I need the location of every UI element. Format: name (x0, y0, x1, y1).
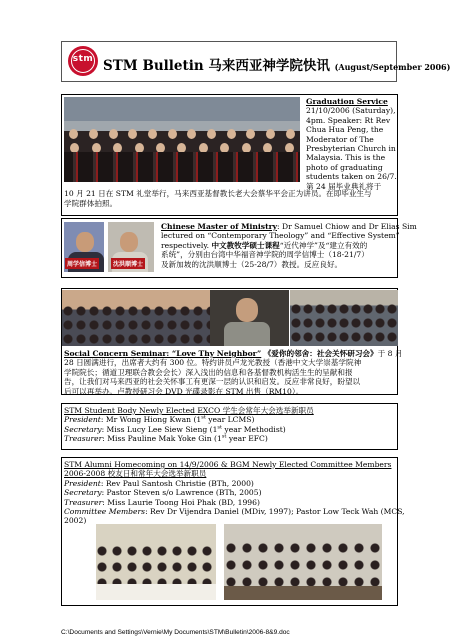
alumni-name: : Pastor Steven s/o Lawrence (BTh, 2005) (101, 488, 262, 498)
graduation-line: Presbyterian Church in (306, 144, 396, 154)
graduation-line: 21/10/2006 (Saturday), (306, 106, 396, 116)
exco-detail: year LCMS) (205, 415, 255, 425)
exco-detail: year EFC) (226, 434, 268, 444)
alumni-heading-2: 2006-2008 校友日和常年大会选举新职员 (64, 469, 207, 479)
graduation-line: students taken on 26/7. (306, 172, 397, 182)
photo-caption: 周学信博士 (65, 258, 99, 269)
ministry-line: : Dr Samuel Chiow and Dr Elias Sim (277, 222, 417, 231)
social-heading-cn: 《爱你的邻舍：社会关怀研习会》 (263, 349, 378, 358)
alumni-name: : Rev Paul Santosh Christie (BTh, 2000) (100, 478, 254, 488)
alumni-role: Treasurer (64, 497, 103, 507)
social-line: 学院院长；循道卫理联合教会会长）深入浅出的信息和各基督教机构活生生的呈献和报 (64, 367, 353, 377)
social-heading: Social Concern Seminar: “Love Thy Neighbor” (64, 349, 262, 358)
social-line: 28 日圆满进行，出席者大约有 300 位。特约讲员卢龙光教授（香港中文大学崇基学院神 (64, 358, 362, 368)
graduation-full-line: 学院群体拍照。 (64, 199, 118, 208)
graduation-full-line: 10 月 21 日在 STM 礼堂举行，马来西亚基督教长老大会蔡华平会正为讲员。在即毕业生与 (64, 189, 372, 198)
ministry-course-name: 中文教牧学硕士课程 (211, 240, 280, 250)
exco-role: Secretary (64, 424, 102, 434)
alumni-heading: STM Alumni Homecoming on 14/9/2006 & BGM Newly Elected Committee Members (64, 460, 392, 469)
alumni-name: : Rev Dr Vijendra Daniel (MDiv, 1997); Pastor Low Teck Wah (MCS, (145, 507, 405, 517)
ministry-line: “近代神学”及“建立有效的 (279, 240, 368, 250)
graduation-line: Moderator of The (306, 134, 374, 144)
ministry-line: lectured on “Contemporary Theology” and “Effective System” (161, 231, 400, 241)
ministry-text (161, 222, 417, 269)
graduation-line: Malaysia. This is the (306, 153, 386, 163)
alumni-role: President (64, 478, 101, 488)
exco-text (64, 406, 396, 444)
graduation-heading: Graduation Service (306, 97, 388, 106)
bulletin-title (103, 54, 450, 74)
graduation-group-photo (64, 97, 300, 182)
dr-elias-sim-photo (108, 222, 154, 272)
graduation-line: Chua Hua Peng, the (306, 125, 384, 135)
seminar-audience-photo (62, 290, 210, 346)
logo-text: stm (72, 54, 94, 64)
ministry-line: 及新加坡的沈洪顺博士（25-28/7）教授。反应良好。 (161, 259, 343, 269)
dr-samuel-chiow-photo (64, 222, 104, 272)
exco-name: : Mr Wong Hiong Kwan (1 (100, 415, 202, 425)
stm-logo (68, 46, 98, 76)
alumni-name: 2002) (64, 516, 87, 526)
file-path-footer: C:\Documents and Settings\Vernie\My Documents\STM\Bulletin\2006-8&9.doc (61, 629, 290, 636)
seminar-speaker-photo (210, 290, 289, 346)
seminar-audience-photo-2 (290, 290, 398, 346)
graduation-line: photo of graduating (306, 162, 383, 172)
exco-role: President (64, 415, 101, 425)
graduation-line: 第 24 届毕业典礼将于 (306, 181, 382, 191)
exco-name: : Miss Lucy Lee Siew Sieng (1 (101, 424, 218, 434)
exco-name: : Miss Pauline Mak Yoke Gin (1 (102, 434, 222, 444)
homecoming-photo-1 (96, 524, 216, 600)
title-subtitle: (August/September 2006) (334, 62, 451, 72)
exco-role: Treasurer (64, 434, 103, 444)
photo-caption: 沈洪顺博士 (111, 258, 145, 269)
graduation-line: 4pm. Speaker: Rt Rev (306, 115, 391, 125)
social-line: 告，让我们对马来西亚的社会关怀事工有更深一层的认识和启发。反应非常良好，盼望以 (64, 377, 361, 387)
social-line: 于 8 月 (377, 349, 403, 358)
social-concern-text (64, 349, 403, 396)
exco-detail: year Methodist) (222, 424, 286, 434)
homecoming-photo-2 (224, 524, 382, 600)
ministry-line: 系统”，分别由台湾中华福音神学院的周学信博士（18-21/7） (161, 250, 369, 260)
ministry-heading: Chinese Master of Ministry (161, 222, 278, 231)
title-main: STM Bulletin 马来西亚神学院快讯 (103, 58, 330, 74)
graduation-text (306, 97, 398, 191)
social-line: 后可以再举办。卢教授研习会 DVD 光碟录影在 STM 出售（RM10）。 (64, 386, 304, 396)
ordinal: st (221, 433, 227, 440)
exco-heading: STM Student Body Newly Elected EXCO 学生会常年大会选举新职员 (64, 406, 314, 415)
alumni-name: : Miss Laurie Toong Hoi Phak (BD, 1996) (102, 497, 260, 507)
ordinal: st (217, 424, 222, 431)
ministry-line: respectively. (161, 240, 212, 250)
alumni-role: Committee Members (64, 507, 146, 517)
alumni-role: Secretary (64, 488, 102, 498)
ordinal: st (201, 414, 206, 421)
alumni-text (64, 460, 405, 526)
